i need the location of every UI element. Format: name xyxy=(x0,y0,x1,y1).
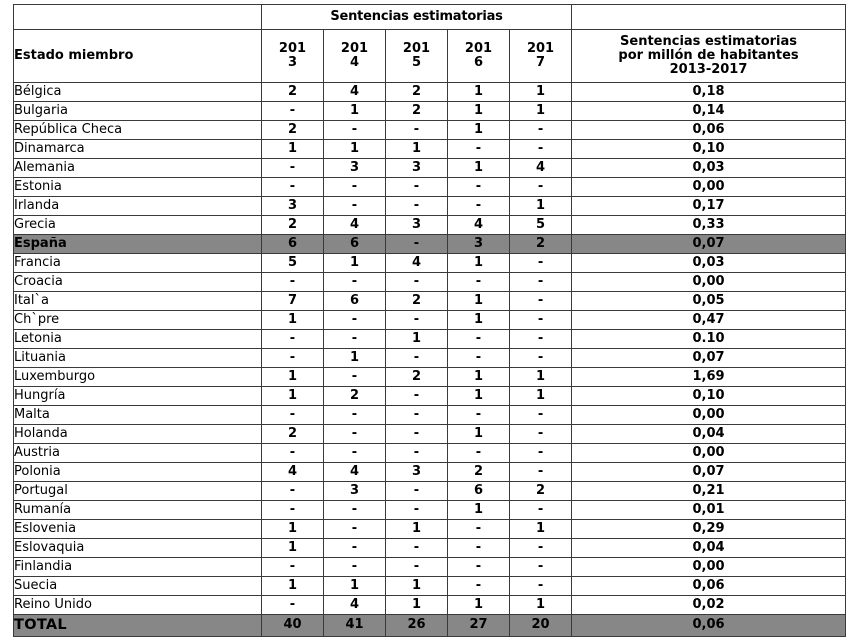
header-blank-cell xyxy=(14,5,262,30)
row-value-2016: 1 xyxy=(448,121,510,140)
row-value-2015: - xyxy=(386,349,448,368)
table-row xyxy=(14,539,846,558)
row-state-name: Croacia xyxy=(14,273,262,292)
row-value-2016: 1 xyxy=(448,83,510,102)
row-value-2013: 7 xyxy=(262,292,324,311)
row-value-2014: 4 xyxy=(324,463,386,482)
total-row-2013: 40 xyxy=(262,615,324,637)
row-value-2013: - xyxy=(262,159,324,178)
row-state-name: Bélgica xyxy=(14,83,262,102)
row-per-million: 0,07 xyxy=(572,463,846,482)
row-value-2014: - xyxy=(324,501,386,520)
total-row xyxy=(14,615,846,637)
row-per-million: 0,06 xyxy=(572,121,846,140)
total-row-label: TOTAL xyxy=(14,615,262,637)
table-row xyxy=(14,273,846,292)
row-per-million: 0,18 xyxy=(572,83,846,102)
row-value-2016: 1 xyxy=(448,368,510,387)
row-value-2014: - xyxy=(324,178,386,197)
row-state-name: Holanda xyxy=(14,425,262,444)
row-value-2014: - xyxy=(324,539,386,558)
row-value-2015: 2 xyxy=(386,102,448,121)
row-value-2016: 1 xyxy=(448,159,510,178)
row-value-2015: 1 xyxy=(386,596,448,615)
row-per-million: 0,33 xyxy=(572,216,846,235)
table-row xyxy=(14,197,846,216)
row-value-2016: 1 xyxy=(448,596,510,615)
row-state-name: Rumanía xyxy=(14,501,262,520)
row-state-name: Grecia xyxy=(14,216,262,235)
row-value-2014: 4 xyxy=(324,83,386,102)
row-value-2014: 1 xyxy=(324,102,386,121)
row-value-2016: 3 xyxy=(448,235,510,254)
row-value-2015: - xyxy=(386,444,448,463)
header-year-2015-bottom: 5 xyxy=(411,55,422,70)
table-row xyxy=(14,596,846,615)
row-state-name: Dinamarca xyxy=(14,140,262,159)
row-value-2016: - xyxy=(448,273,510,292)
row-value-2013: - xyxy=(262,349,324,368)
header-year-2014-bottom: 4 xyxy=(349,55,360,70)
total-row-2015: 26 xyxy=(386,615,448,637)
table-row xyxy=(14,368,846,387)
row-value-2014: 4 xyxy=(324,596,386,615)
table-row xyxy=(14,235,846,254)
sentencias-estimatorias-table xyxy=(13,4,846,637)
row-value-2015: 1 xyxy=(386,520,448,539)
row-value-2016: 4 xyxy=(448,216,510,235)
row-value-2017: - xyxy=(510,330,572,349)
header-group-sentencias-estimatorias: Sentencias estimatorias xyxy=(262,5,572,30)
row-value-2017: 1 xyxy=(510,83,572,102)
row-value-2015: 2 xyxy=(386,292,448,311)
row-value-2015: 4 xyxy=(386,254,448,273)
header-estado-miembro: Estado miembro xyxy=(14,30,262,83)
row-per-million: 0,03 xyxy=(572,254,846,273)
row-value-2014: - xyxy=(324,368,386,387)
row-value-2013: - xyxy=(262,596,324,615)
row-value-2014: - xyxy=(324,121,386,140)
table-row xyxy=(14,121,846,140)
header-year-2013 xyxy=(262,30,324,83)
row-state-name: Ch`pre xyxy=(14,311,262,330)
total-row-2017: 20 xyxy=(510,615,572,637)
header-row-columns xyxy=(14,30,846,83)
row-value-2015: 3 xyxy=(386,159,448,178)
row-value-2017: - xyxy=(510,501,572,520)
table-row xyxy=(14,501,846,520)
row-value-2017: 1 xyxy=(510,368,572,387)
row-state-name: Estonia xyxy=(14,178,262,197)
row-value-2013: 5 xyxy=(262,254,324,273)
row-value-2013: 2 xyxy=(262,425,324,444)
row-value-2017: - xyxy=(510,292,572,311)
row-value-2013: - xyxy=(262,273,324,292)
row-per-million: 0,10 xyxy=(572,140,846,159)
row-per-million: 0,07 xyxy=(572,235,846,254)
table-footer xyxy=(14,615,846,637)
row-per-million: 0,10 xyxy=(572,387,846,406)
row-value-2015: - xyxy=(386,425,448,444)
row-value-2014: 1 xyxy=(324,254,386,273)
row-value-2013: 1 xyxy=(262,311,324,330)
table-row xyxy=(14,216,846,235)
row-per-million: 0,00 xyxy=(572,178,846,197)
row-value-2014: - xyxy=(324,520,386,539)
row-value-2015: 1 xyxy=(386,140,448,159)
row-value-2013: 1 xyxy=(262,140,324,159)
row-per-million: 0,00 xyxy=(572,273,846,292)
row-value-2016: - xyxy=(448,558,510,577)
row-state-name: Luxemburgo xyxy=(14,368,262,387)
row-value-2013: 1 xyxy=(262,387,324,406)
row-value-2014: - xyxy=(324,444,386,463)
row-value-2015: - xyxy=(386,197,448,216)
row-value-2015: 1 xyxy=(386,330,448,349)
row-state-name: Portugal xyxy=(14,482,262,501)
header-per-million-line1: Sentencias estimatorias xyxy=(620,33,798,49)
table-row xyxy=(14,102,846,121)
row-value-2016: - xyxy=(448,577,510,596)
table-row xyxy=(14,140,846,159)
row-value-2014: 2 xyxy=(324,387,386,406)
row-value-2013: 2 xyxy=(262,83,324,102)
row-value-2016: - xyxy=(448,349,510,368)
header-year-2017-bottom: 7 xyxy=(535,55,546,70)
row-value-2014: 1 xyxy=(324,349,386,368)
row-per-million: 0,14 xyxy=(572,102,846,121)
row-value-2017: 1 xyxy=(510,387,572,406)
row-value-2017: - xyxy=(510,349,572,368)
row-value-2017: - xyxy=(510,254,572,273)
table-row xyxy=(14,577,846,596)
row-value-2014: 3 xyxy=(324,159,386,178)
row-value-2017: 1 xyxy=(510,520,572,539)
row-state-name: Lituania xyxy=(14,349,262,368)
row-value-2017: - xyxy=(510,273,572,292)
row-value-2016: 1 xyxy=(448,387,510,406)
row-per-million: 0,47 xyxy=(572,311,846,330)
row-value-2016: 1 xyxy=(448,254,510,273)
row-value-2014: - xyxy=(324,197,386,216)
row-value-2016: 2 xyxy=(448,463,510,482)
table-row xyxy=(14,311,846,330)
row-value-2015: - xyxy=(386,235,448,254)
row-value-2017: 2 xyxy=(510,235,572,254)
table-header xyxy=(14,5,846,83)
row-state-name: Finlandia xyxy=(14,558,262,577)
table-row xyxy=(14,425,846,444)
row-state-name: Eslovenia xyxy=(14,520,262,539)
row-per-million: 0,21 xyxy=(572,482,846,501)
header-blank-cell-right xyxy=(572,5,846,30)
row-value-2013: - xyxy=(262,330,324,349)
row-value-2014: 6 xyxy=(324,235,386,254)
row-value-2016: 1 xyxy=(448,311,510,330)
row-value-2013: - xyxy=(262,444,324,463)
row-state-name: Reino Unido xyxy=(14,596,262,615)
row-value-2016: 1 xyxy=(448,425,510,444)
header-year-2017 xyxy=(510,30,572,83)
table-row xyxy=(14,387,846,406)
table-row xyxy=(14,349,846,368)
header-year-2016-bottom: 6 xyxy=(473,55,484,70)
row-value-2017: 4 xyxy=(510,159,572,178)
row-per-million: 0,29 xyxy=(572,520,846,539)
row-value-2014: - xyxy=(324,406,386,425)
row-value-2013: 2 xyxy=(262,216,324,235)
row-value-2016: - xyxy=(448,140,510,159)
header-per-million-line2: por millón de habitantes xyxy=(618,47,799,63)
row-value-2015: - xyxy=(386,539,448,558)
table-row xyxy=(14,178,846,197)
table-row xyxy=(14,330,846,349)
row-per-million: 0,03 xyxy=(572,159,846,178)
row-value-2017: - xyxy=(510,178,572,197)
header-year-2016 xyxy=(448,30,510,83)
row-value-2015: - xyxy=(386,558,448,577)
row-state-name: Eslovaquia xyxy=(14,539,262,558)
row-value-2015: 2 xyxy=(386,368,448,387)
table-row xyxy=(14,292,846,311)
row-value-2014: - xyxy=(324,311,386,330)
row-value-2017: - xyxy=(510,121,572,140)
row-value-2017: - xyxy=(510,140,572,159)
row-per-million: 0,04 xyxy=(572,425,846,444)
row-per-million: 0,00 xyxy=(572,558,846,577)
table-row xyxy=(14,159,846,178)
row-value-2015: - xyxy=(386,273,448,292)
row-per-million: 0,07 xyxy=(572,349,846,368)
row-state-name: República Checa xyxy=(14,121,262,140)
row-value-2015: - xyxy=(386,178,448,197)
row-per-million: 0,00 xyxy=(572,406,846,425)
row-value-2013: 2 xyxy=(262,121,324,140)
table-body xyxy=(14,83,846,615)
row-state-name: Polonia xyxy=(14,463,262,482)
row-value-2015: 1 xyxy=(386,577,448,596)
header-year-2014-top: 201 xyxy=(340,40,369,56)
table-row xyxy=(14,254,846,273)
total-row-2014: 41 xyxy=(324,615,386,637)
row-per-million: 0.10 xyxy=(572,330,846,349)
row-value-2013: - xyxy=(262,102,324,121)
row-value-2017: - xyxy=(510,539,572,558)
row-value-2014: 6 xyxy=(324,292,386,311)
row-value-2015: - xyxy=(386,311,448,330)
row-per-million: 0,05 xyxy=(572,292,846,311)
row-value-2014: - xyxy=(324,558,386,577)
table-row xyxy=(14,463,846,482)
table-row xyxy=(14,520,846,539)
row-per-million: 0,02 xyxy=(572,596,846,615)
row-value-2017: 5 xyxy=(510,216,572,235)
row-value-2017: - xyxy=(510,463,572,482)
row-value-2016: 1 xyxy=(448,501,510,520)
row-value-2017: - xyxy=(510,444,572,463)
row-value-2015: - xyxy=(386,387,448,406)
row-state-name: Bulgaria xyxy=(14,102,262,121)
header-year-2017-top: 201 xyxy=(526,40,555,56)
row-value-2016: - xyxy=(448,178,510,197)
row-value-2014: - xyxy=(324,425,386,444)
total-row-per-million: 0,06 xyxy=(572,615,846,637)
header-year-2015 xyxy=(386,30,448,83)
row-value-2017: 1 xyxy=(510,102,572,121)
header-year-2013-bottom: 3 xyxy=(287,55,298,70)
row-state-name: Suecia xyxy=(14,577,262,596)
row-value-2014: 1 xyxy=(324,577,386,596)
row-per-million: 0,06 xyxy=(572,577,846,596)
row-value-2014: - xyxy=(324,330,386,349)
row-value-2015: - xyxy=(386,406,448,425)
row-value-2013: 3 xyxy=(262,197,324,216)
row-value-2017: - xyxy=(510,406,572,425)
row-value-2015: 3 xyxy=(386,216,448,235)
row-per-million: 0,00 xyxy=(572,444,846,463)
row-value-2015: 3 xyxy=(386,463,448,482)
row-state-name: Hungría xyxy=(14,387,262,406)
row-state-name: Austria xyxy=(14,444,262,463)
header-row-group xyxy=(14,5,846,30)
row-state-name: Alemania xyxy=(14,159,262,178)
row-per-million: 0,01 xyxy=(572,501,846,520)
row-value-2016: 1 xyxy=(448,102,510,121)
row-value-2016: - xyxy=(448,197,510,216)
row-value-2013: 1 xyxy=(262,520,324,539)
row-value-2013: 4 xyxy=(262,463,324,482)
row-value-2015: - xyxy=(386,121,448,140)
total-row-2016: 27 xyxy=(448,615,510,637)
row-value-2013: 1 xyxy=(262,368,324,387)
header-year-2013-top: 201 xyxy=(278,40,307,56)
table-row xyxy=(14,83,846,102)
row-value-2015: 2 xyxy=(386,83,448,102)
row-value-2017: - xyxy=(510,311,572,330)
row-value-2017: - xyxy=(510,558,572,577)
table-row xyxy=(14,482,846,501)
row-value-2014: 3 xyxy=(324,482,386,501)
header-year-2015-top: 201 xyxy=(402,40,431,56)
row-value-2017: 1 xyxy=(510,596,572,615)
row-value-2016: 1 xyxy=(448,292,510,311)
row-per-million: 0,04 xyxy=(572,539,846,558)
row-state-name: Irlanda xyxy=(14,197,262,216)
row-value-2015: - xyxy=(386,482,448,501)
table-row xyxy=(14,444,846,463)
header-year-2016-top: 201 xyxy=(464,40,493,56)
row-value-2013: 1 xyxy=(262,577,324,596)
row-value-2017: 1 xyxy=(510,197,572,216)
row-value-2013: - xyxy=(262,178,324,197)
table-row xyxy=(14,558,846,577)
row-value-2013: - xyxy=(262,558,324,577)
row-value-2014: 1 xyxy=(324,140,386,159)
row-value-2016: - xyxy=(448,330,510,349)
row-value-2013: - xyxy=(262,482,324,501)
row-value-2017: - xyxy=(510,577,572,596)
row-state-name: Francia xyxy=(14,254,262,273)
row-state-name: Ital`a xyxy=(14,292,262,311)
row-value-2013: - xyxy=(262,406,324,425)
row-value-2017: - xyxy=(510,425,572,444)
row-per-million: 0,17 xyxy=(572,197,846,216)
row-per-million: 1,69 xyxy=(572,368,846,387)
table-row xyxy=(14,406,846,425)
header-per-million xyxy=(572,30,846,83)
header-per-million-line3: 2013-2017 xyxy=(669,62,748,78)
row-value-2014: - xyxy=(324,273,386,292)
row-value-2013: - xyxy=(262,501,324,520)
row-value-2017: 2 xyxy=(510,482,572,501)
row-value-2016: - xyxy=(448,444,510,463)
row-value-2016: 6 xyxy=(448,482,510,501)
row-value-2015: - xyxy=(386,501,448,520)
row-value-2014: 4 xyxy=(324,216,386,235)
row-value-2016: - xyxy=(448,539,510,558)
row-value-2013: 1 xyxy=(262,539,324,558)
row-state-name: Malta xyxy=(14,406,262,425)
row-state-name: Letonia xyxy=(14,330,262,349)
row-state-name: España xyxy=(14,235,262,254)
header-year-2014 xyxy=(324,30,386,83)
row-value-2013: 6 xyxy=(262,235,324,254)
row-value-2016: - xyxy=(448,406,510,425)
row-value-2016: - xyxy=(448,520,510,539)
